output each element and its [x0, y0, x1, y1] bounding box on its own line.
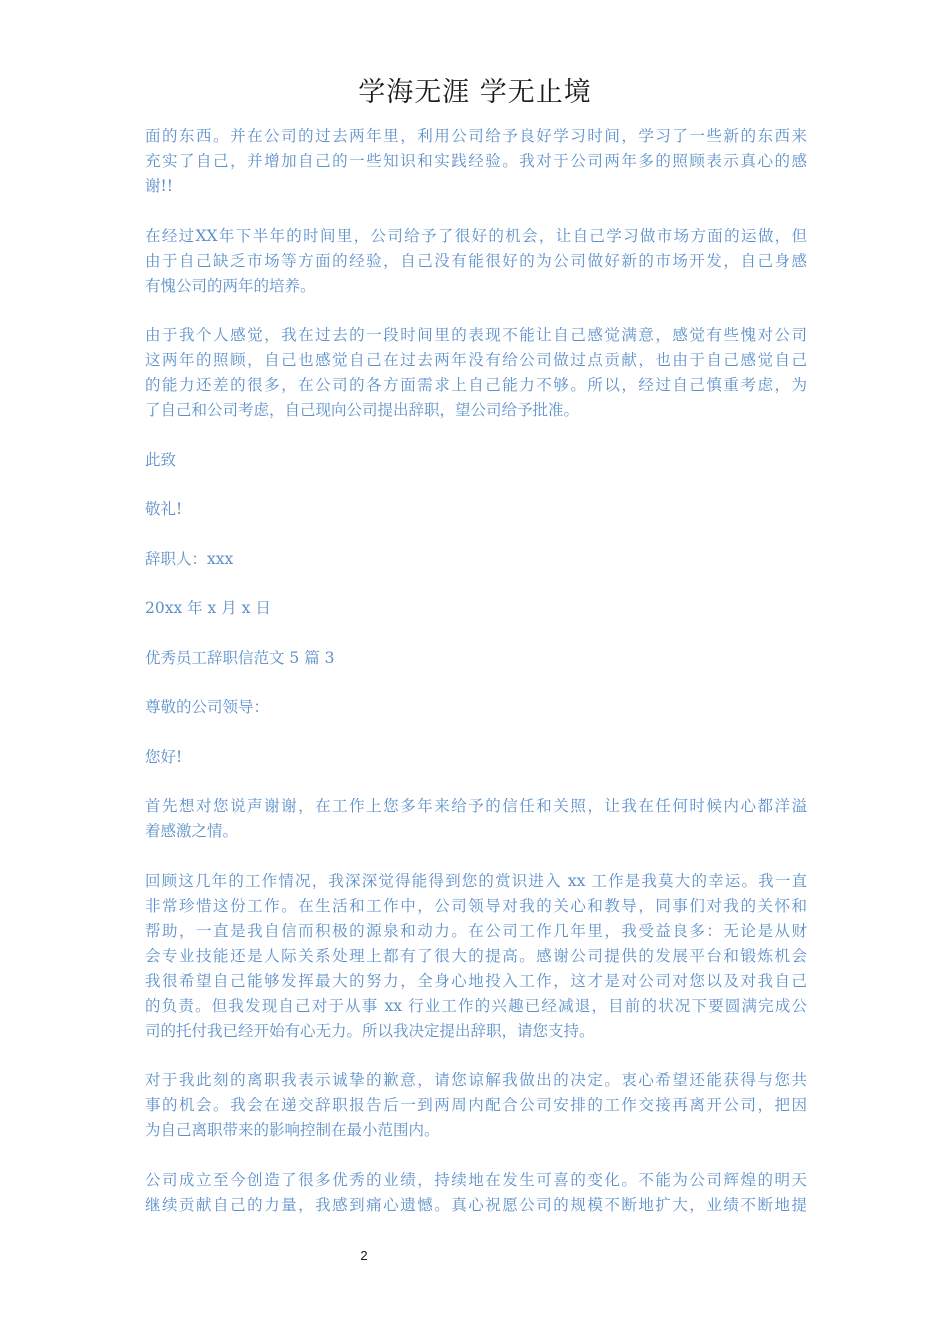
paragraph-line: 着感激之情。 [145, 822, 239, 840]
paragraph [145, 646, 807, 671]
paragraph-line: 尊敬的公司领导： [145, 698, 270, 716]
page-number: 2 [360, 1248, 368, 1263]
paragraph-line: 优秀员工辞职信范文 5 篇 3 [145, 648, 335, 667]
paragraph-line: 事的机会。我会在递交辞职报告后一到两周内配合公司安排的工作交接再离开公司，把因 [145, 1096, 807, 1114]
paragraph [145, 124, 807, 199]
paragraph [145, 794, 807, 844]
paragraph-line: 在经过XX年下半年的时间里，公司给予了很好的机会，让自己学习做市场方面的运做，但 [145, 226, 807, 245]
page-header-title: 学海无涯 学无止境 [358, 77, 592, 108]
paragraph [145, 745, 807, 770]
paragraph-line: 公司成立至今创造了很多优秀的业绩，持续地在发生可喜的变化。不能为公司辉煌的明天 [145, 1170, 807, 1189]
paragraph-line: 的能力还差的很多，在公司的各方面需求上自己能力不够。所以，经过自己慎重考虑，为 [145, 376, 807, 394]
paragraph-line: 这两年的照顾，自己也感觉自己在过去两年没有给公司做过点贡献，也由于自己感觉自己 [145, 351, 807, 369]
paragraph-line: 帮助，一直是我自信而积极的源泉和动力。在公司工作几年里，我受益良多：无论是从财 [145, 921, 807, 940]
paragraph-line: 我很希望自己能够发挥最大的努力，全身心地投入工作，这才是对公司对您以及对我自己 [145, 971, 807, 990]
paragraph-line: 充实了自己，并增加自己的一些知识和实践经验。我对于公司两年多的照顾表示真心的感 [145, 152, 807, 170]
paragraph-line: 敬礼! [145, 500, 183, 518]
paragraph [145, 596, 807, 621]
paragraph [145, 1168, 807, 1218]
paragraph [145, 547, 807, 572]
paragraph [145, 448, 807, 473]
paragraph-line: 继续贡献自己的力量，我感到痛心遗憾。真心祝愿公司的规模不断地扩大，业绩不断地提 [145, 1195, 807, 1214]
paragraph-line: 的负责。但我发现自己对于从事 xx 行业工作的兴趣已经减退，目前的状况下要圆满完成公 [145, 996, 807, 1015]
paragraph-line: 司的托付我已经开始有心无力。所以我决定提出辞职，请您支持。 [145, 1021, 595, 1040]
paragraph [145, 497, 807, 522]
paragraph [145, 869, 807, 1044]
paragraph-line: 首先想对您说声谢谢，在工作上您多年来给予的信任和关照，让我在任何时候内心都洋溢 [145, 797, 807, 815]
paragraph-line: 辞职人：xxx [145, 549, 234, 568]
paragraph [145, 1068, 807, 1143]
paragraph-line: 回顾这几年的工作情况，我深深觉得能得到您的赏识进入 xx 工作是我莫大的幸运。我一直 [145, 871, 807, 890]
paragraph-line: 了自己和公司考虑，自己现向公司提出辞职，望公司给予批准。 [145, 401, 580, 419]
paragraph-line: 20xx 年 x 月 x 日 [145, 599, 271, 617]
paragraph-line: 面的东西。并在公司的过去两年里，利用公司给予良好学习时间，学习了一些新的东西来 [145, 127, 807, 145]
paragraph-line: 会专业技能还是人际关系处理上都有了很大的提高。感谢公司提供的发展平台和锻炼机会 [145, 946, 807, 965]
paragraph-line: 有愧公司的两年的培养。 [145, 276, 316, 295]
paragraph-line: 您好! [145, 747, 183, 766]
paragraph-line: 非常珍惜这份工作。在生活和工作中，公司领导对我的关心和教导，同事们对我的关怀和 [145, 896, 807, 915]
paragraph [145, 323, 807, 423]
paragraph [145, 695, 807, 720]
paragraph-line: 此致 [145, 450, 177, 469]
document-body [145, 124, 807, 1242]
paragraph [145, 224, 807, 299]
paragraph-line: 谢!! [145, 177, 173, 195]
paragraph-line: 由于自己缺乏市场等方面的经验，自己没有能很好的为公司做好新的市场开发，自己身感 [145, 251, 807, 270]
paragraph-line: 对于我此刻的离职我表示诚挚的歉意，请您谅解我做出的决定。衷心希望还能获得与您共 [145, 1071, 807, 1089]
paragraph-line: 为自己离职带来的影响控制在最小范围内。 [145, 1121, 440, 1139]
paragraph-line: 由于我个人感觉，我在过去的一段时间里的表现不能让自己感觉满意，感觉有些愧对公司 [145, 326, 807, 344]
